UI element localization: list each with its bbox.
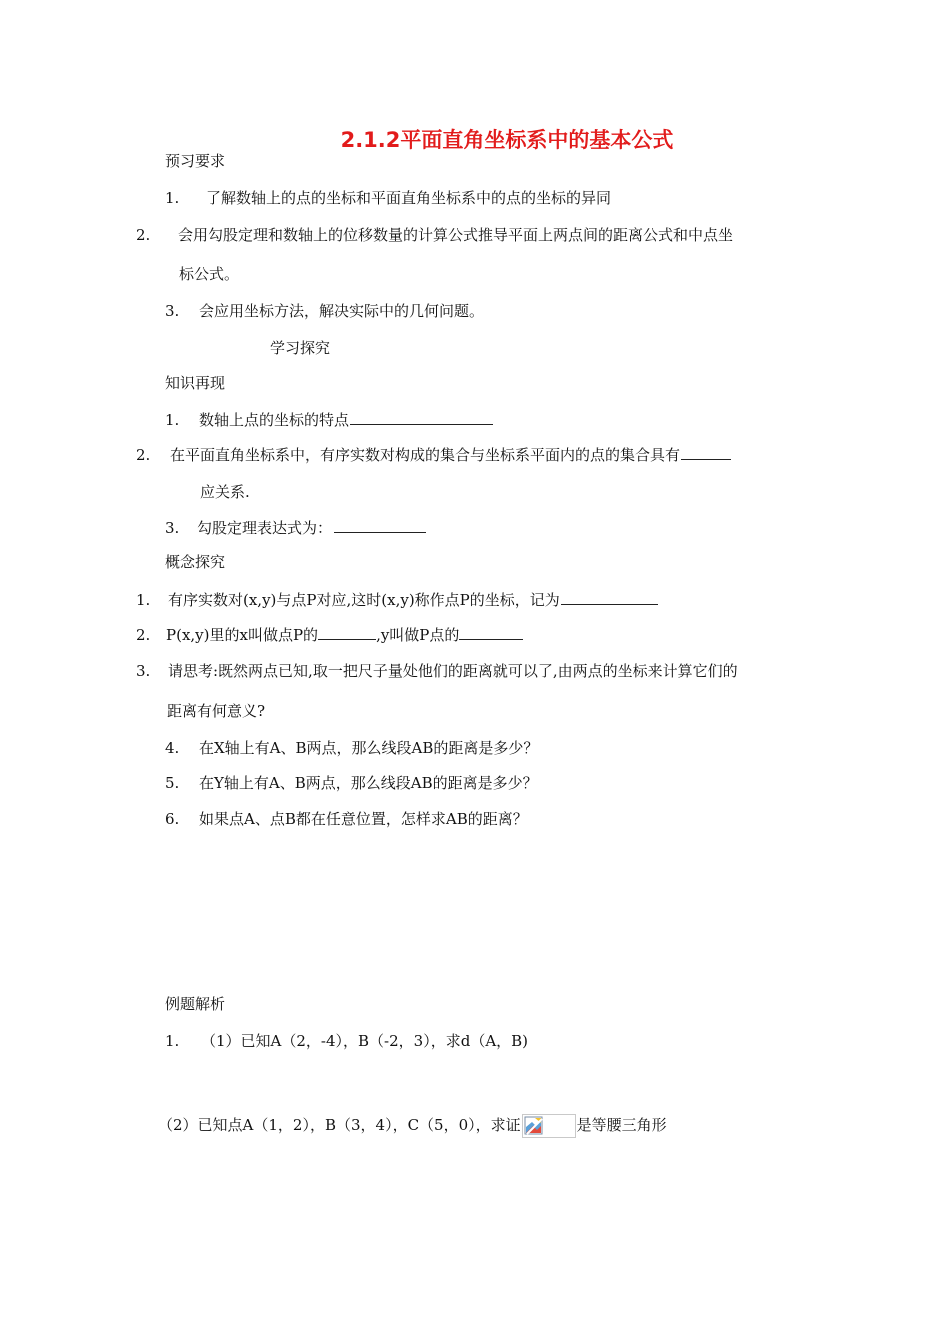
item-text: （2）已知点A（1，2），B（3，4），C（5，0），求证 xyxy=(158,1116,521,1134)
preview-item-2-continuation: 标公式。 xyxy=(179,265,240,283)
item-text: ,y叫做P点的 xyxy=(376,626,460,644)
broken-image-icon xyxy=(522,1114,576,1138)
item-text: 勾股定理表达式为： xyxy=(197,519,333,537)
item-number: 1. xyxy=(165,1032,180,1050)
item-number: 4. xyxy=(165,739,180,757)
example-item-1 xyxy=(165,1031,528,1051)
knowledge-item-3 xyxy=(165,518,426,538)
item-text: 请思考:既然两点已知,取一把尺子量处他们的距离就可以了,由两点的坐标来计算它们的 xyxy=(168,662,738,680)
item-number: 1. xyxy=(165,411,180,429)
item-text: 是等腰三角形 xyxy=(576,1116,667,1134)
item-number: 5. xyxy=(165,774,180,792)
concept-item-3-continuation: 距离有何意义? xyxy=(167,702,266,720)
answer-blank[interactable] xyxy=(681,445,731,460)
concept-item-5 xyxy=(165,773,538,793)
item-text: P(x,y)里的x叫做点P的 xyxy=(166,626,319,644)
item-number: 3. xyxy=(136,662,151,680)
example-item-2 xyxy=(158,1114,667,1138)
answer-blank[interactable] xyxy=(334,518,426,533)
item-text: 如果点A、点B都在任意位置，怎样求AB的距离？ xyxy=(199,810,528,828)
section-knowledge-heading: 知识再现 xyxy=(165,374,226,392)
concept-item-6 xyxy=(165,809,528,829)
section-preview-heading: 预习要求 xyxy=(165,152,226,170)
answer-blank[interactable] xyxy=(350,410,493,425)
concept-item-2 xyxy=(136,625,523,645)
concept-item-1 xyxy=(136,590,658,610)
knowledge-item-2-continuation: 应关系. xyxy=(200,483,250,501)
knowledge-item-1 xyxy=(165,410,493,430)
item-text: 了解数轴上的点的坐标和平面直角坐标系中的点的坐标的异同 xyxy=(206,189,612,207)
item-number: 6. xyxy=(165,810,180,828)
item-text: 数轴上点的坐标的特点 xyxy=(199,411,350,429)
item-text: 在平面直角坐标系中，有序实数对构成的集合与坐标系平面内的点的集合具有 xyxy=(170,446,681,464)
item-text: 会用勾股定理和数轴上的位移数量的计算公式推导平面上两点间的距离公式和中点坐 xyxy=(178,226,734,244)
item-number: 2. xyxy=(136,626,151,644)
preview-item-3 xyxy=(165,301,484,321)
preview-item-2 xyxy=(136,225,733,245)
concept-item-3 xyxy=(136,661,738,681)
concept-item-4 xyxy=(165,738,538,758)
item-text: 会应用坐标方法，解决实际中的几何问题。 xyxy=(199,302,485,320)
page-title: 2.1.2平面直角坐标系中的基本公式 xyxy=(340,128,674,152)
section-explore-heading: 学习探究 xyxy=(270,339,331,357)
answer-blank[interactable] xyxy=(561,590,658,605)
knowledge-item-2 xyxy=(136,445,731,465)
item-text: 在Y轴上有A、B两点，那么线段AB的距离是多少？ xyxy=(199,774,538,792)
item-number: 1. xyxy=(136,591,151,609)
item-number: 3. xyxy=(165,302,180,320)
section-examples-heading: 例题解析 xyxy=(165,995,226,1013)
item-number: 2. xyxy=(136,446,151,464)
section-concept-heading: 概念探究 xyxy=(165,553,226,571)
item-text: 有序实数对(x,y)与点P对应,这时(x,y)称作点P的坐标，记为 xyxy=(168,591,560,609)
item-text: 在X轴上有A、B两点，那么线段AB的距离是多少？ xyxy=(199,739,539,757)
answer-blank[interactable] xyxy=(459,625,523,640)
item-text: （1）已知A（2，-4），B（-2，3），求d（A，B) xyxy=(201,1032,529,1050)
item-number: 1. xyxy=(165,189,180,207)
answer-blank[interactable] xyxy=(318,625,376,640)
item-number: 3. xyxy=(165,519,180,537)
preview-item-1 xyxy=(165,188,611,208)
item-number: 2. xyxy=(136,226,151,244)
